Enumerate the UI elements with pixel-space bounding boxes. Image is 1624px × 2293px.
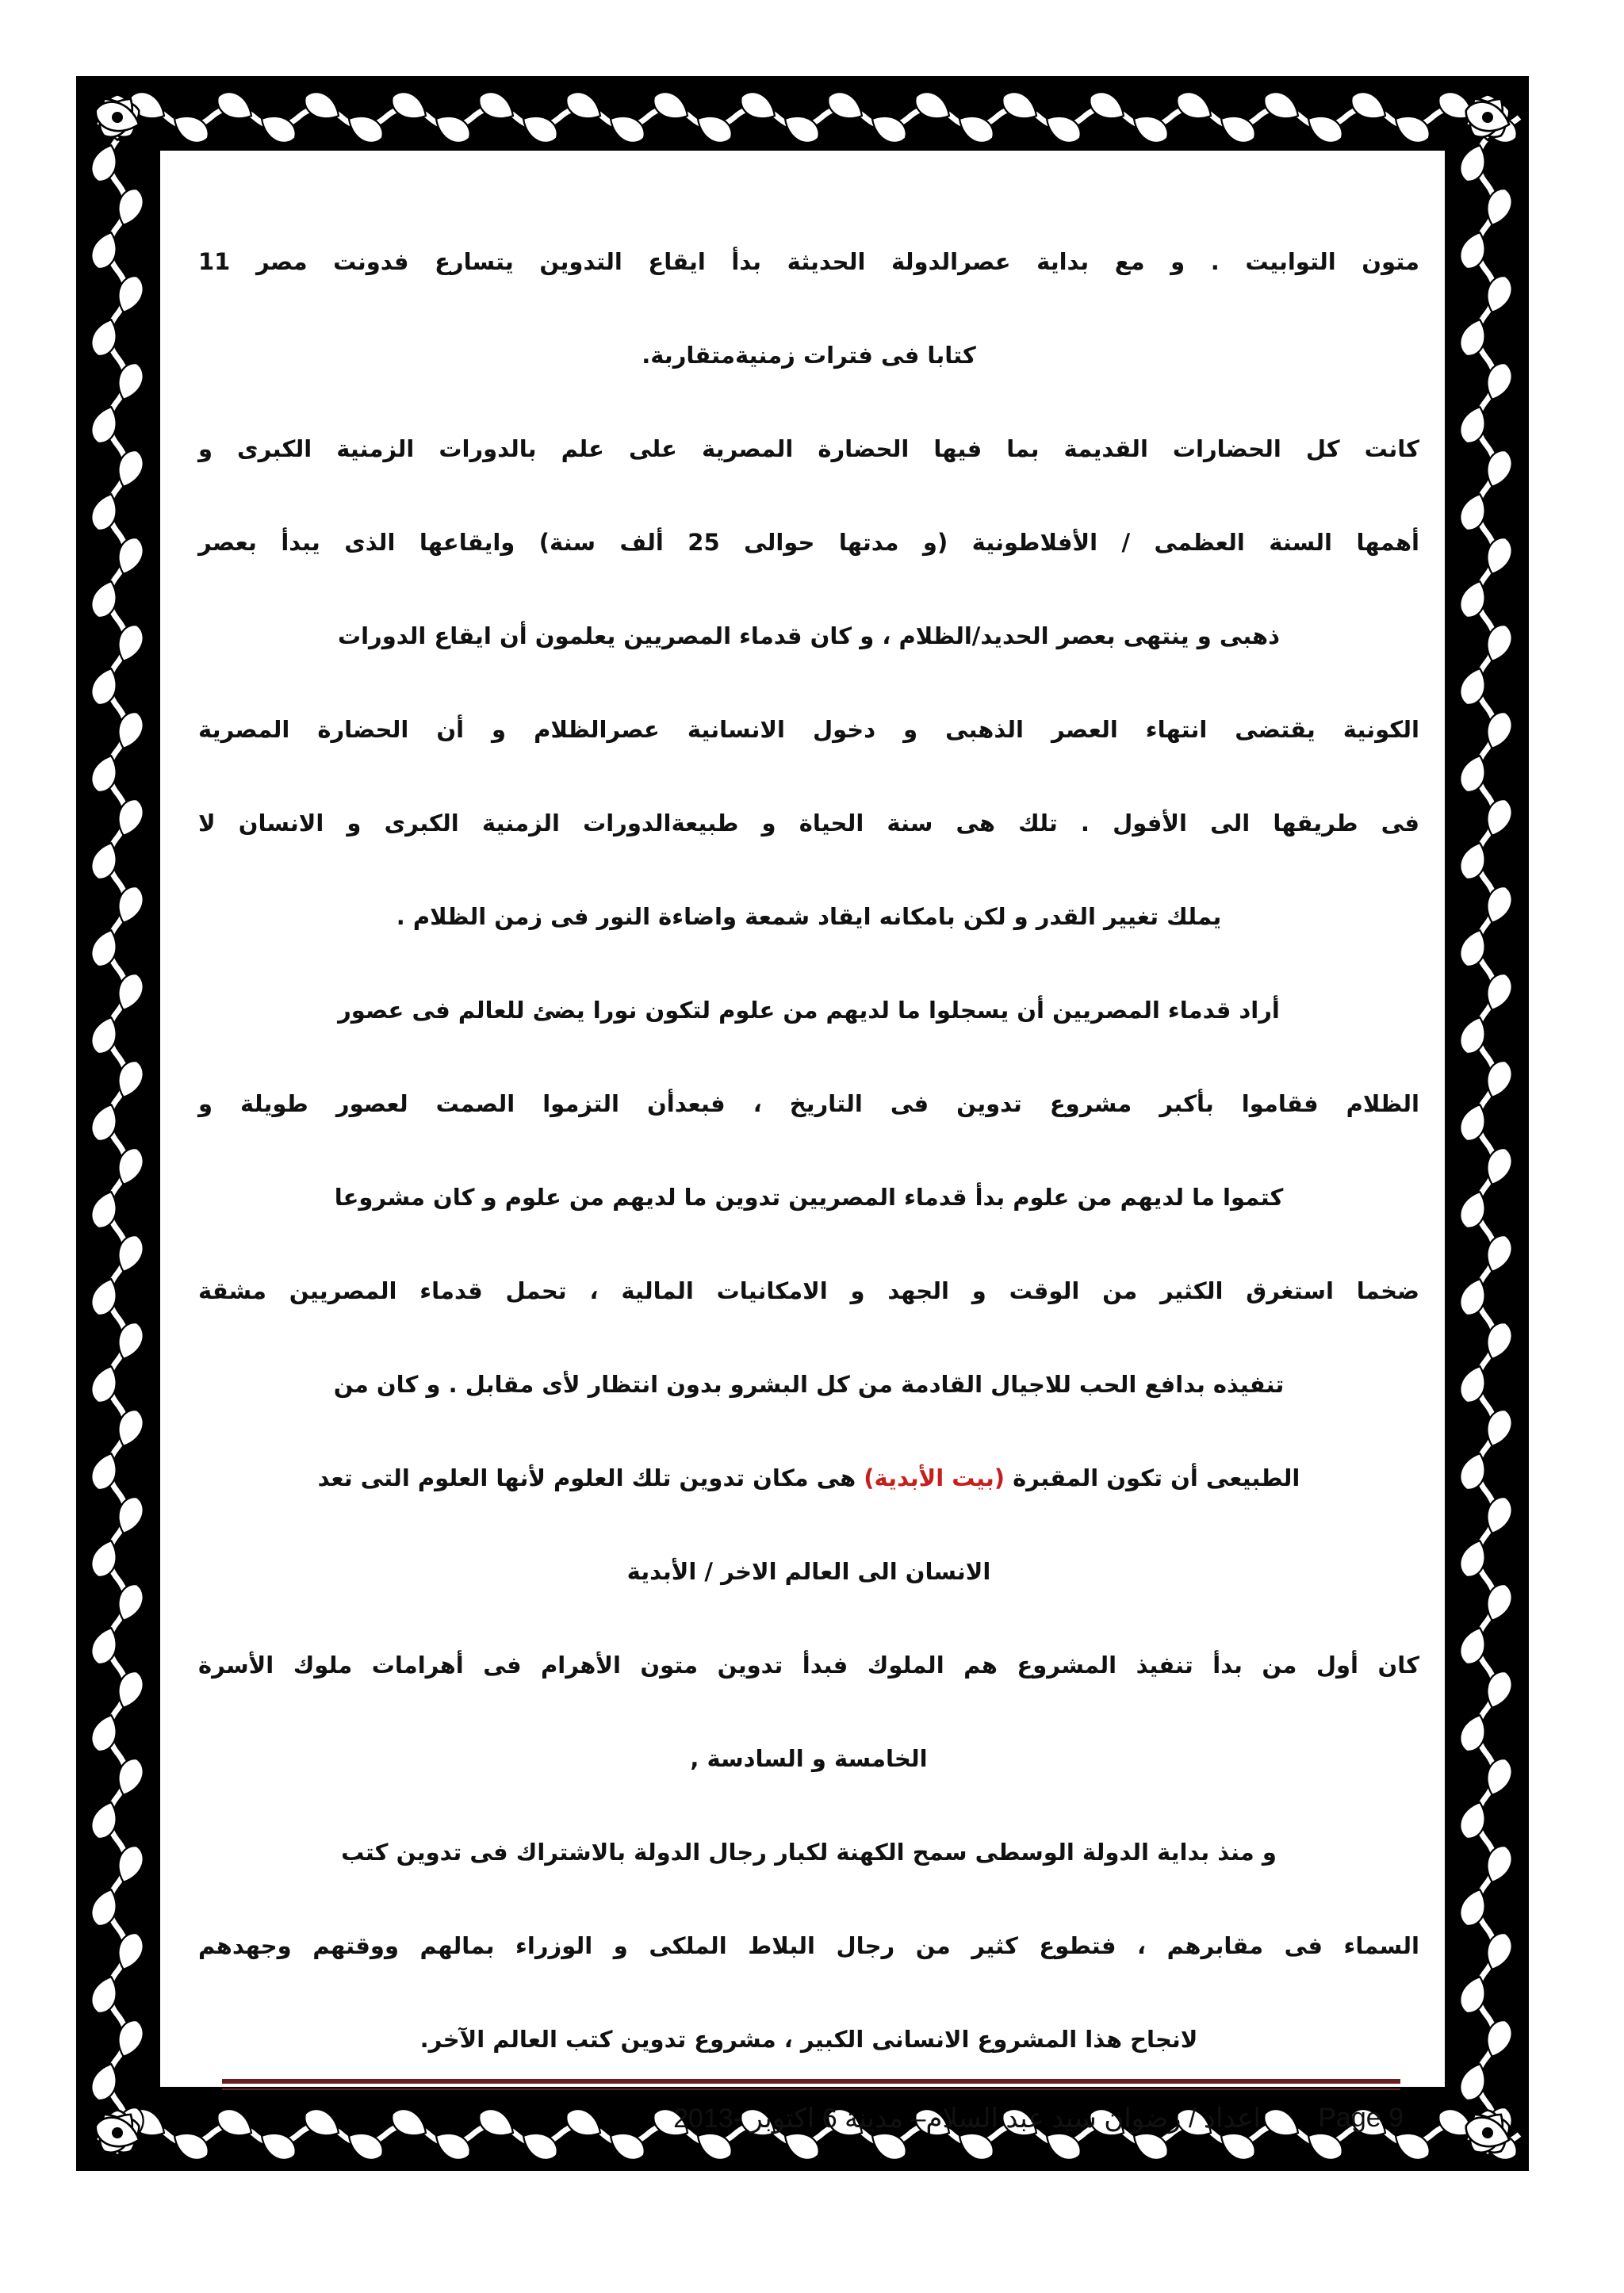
body-line: أهمها السنة العظمى / الأفلاطونية (و مدتها حوالى 25 ألف سنة) وايقاعها الذى يبدأ بعصر (198, 529, 1419, 556)
leaf-ornament (343, 2126, 389, 2165)
body-line: أراد قدماء المصريين أن يسجلوا ما لديهم من علوم لتكون نورا يضئ للعالم فى عصور (338, 997, 1280, 1024)
page-footer (579, 2100, 1404, 2147)
leaf-ornament (1259, 86, 1304, 126)
tomb-text-after: هى مكان تدوين تلك العلوم لأنها العلوم التى تعد (317, 1464, 864, 1491)
body-line: تنفيذه بدافع الحب للاجيال القادمة من كل البشرو بدون انتظار لأى مقابل . و كان من (333, 1371, 1285, 1398)
leaf-ornament (1041, 109, 1086, 148)
leaf-ornament (300, 86, 345, 126)
body-line: الانسان الى العالم الاخر / الأبدية (626, 1558, 991, 1585)
body-line: كان أول من بدأ تنفيذ المشروع هم الملوك فبدأ تدوين متون الأهرام فى أهرامات ملوك الأسرة (198, 1652, 1419, 1679)
body-line: يملك تغيير القدر و لكن بامكانه ايقاد شمعة واضاءة النور فى زمن الظلام . (396, 903, 1222, 930)
body-line: و منذ بداية الدولة الوسطى سمح الكهنة لكبار رجال الدولة بالاشتراك فى تدوين كتب (341, 1839, 1277, 1866)
leaf-ornament (867, 109, 912, 148)
vine-stem (109, 140, 126, 2146)
flower-center (112, 112, 123, 123)
leaf-ornament (387, 86, 432, 126)
leaf-ornament (561, 86, 607, 126)
body-line: لانجاح هذا المشروع الانسانى الكبير ، مشروع تدوين كتب العالم الآخر. (419, 2026, 1198, 2053)
body-line: ذهبى و ينتهى بعصر الحديد/الظلام ، و كان قدماء المصريين يعلمون أن ايقاع الدورات (337, 622, 1281, 649)
article-body (198, 222, 1419, 2093)
vine-stem (1477, 140, 1495, 2146)
leaf-ornament (169, 2126, 214, 2165)
footer-author: اعداد / رضوان سيد عبد السلام– مدينة 6 اكتوبر -2013 (673, 2104, 1261, 2134)
leaf-ornament (518, 2126, 563, 2165)
leaf-ornament (256, 109, 301, 148)
leaf-ornament (910, 86, 956, 126)
flower-center (112, 2127, 123, 2138)
body-line: كتموا ما لديهم من علوم بدأ قدماء المصريين تدوين ما لديهم من علوم و كان مشروعا (334, 1184, 1284, 1211)
leaf-ornament (1303, 109, 1348, 148)
leaf-ornament (213, 2104, 258, 2143)
tomb-text-before: الطبيعى أن تكون المقبرة (1004, 1464, 1300, 1491)
flower-center (1482, 112, 1493, 123)
body-line: ضخما استغرق الكثير من الوقت و الجهد و الامكانيات المالية ، تحمل قدماء المصريين مشقة (198, 1277, 1419, 1304)
leaf-ornament (169, 109, 214, 148)
leaf-ornament (1216, 109, 1261, 148)
body-line: كانت كل الحضارات القديمة بما فيها الحضارة المصرية على علم بالدورات الزمنية الكبرى و (198, 435, 1419, 462)
flower-center (1482, 2127, 1493, 2138)
leaf-ornament (256, 2126, 301, 2165)
leaf-ornament (1390, 109, 1435, 148)
leaf-ornament (692, 109, 737, 148)
leaf-ornament (649, 86, 694, 126)
body-line: السماء فى مقابرهم ، فتطوع كثير من رجال البلاط الملكى و الوزراء بمالهم ووقتهم وجهدهم (198, 1932, 1419, 1959)
leaf-ornament (343, 109, 389, 148)
leaf-ornament (998, 86, 1043, 126)
leaf-ornament (474, 86, 519, 126)
house-of-eternity-highlight: (بيت الأبدية) (864, 1464, 1005, 1491)
body-line: متون التوابيت . و مع بداية عصرالدولة الحديثة بدأ ايقاع التدوين يتسارع فدونت مصر 11 (198, 248, 1419, 275)
leaf-ornament (431, 2126, 476, 2165)
footer-divider-thin (222, 2088, 1400, 2090)
body-line-tomb (198, 1438, 1419, 1532)
leaf-ornament (1128, 109, 1174, 148)
leaf-ornament (300, 2104, 345, 2143)
leaf-ornament (213, 86, 258, 126)
body-line: الكونية يقتضى انتهاء العصر الذهبى و دخول الانسانية عصرالظلام و أن الحضارة المصرية (198, 716, 1419, 743)
leaf-ornament (387, 2104, 432, 2143)
leaf-ornament (605, 109, 650, 148)
footer-divider (222, 2079, 1400, 2084)
leaf-ornament (736, 86, 781, 126)
body-line: الظلام فقاموا بأكبر مشروع تدوين فى التاريخ ، فبعدأن التزموا الصمت لعصور طويلة و (198, 1090, 1419, 1117)
leaf-ornament (1346, 86, 1392, 126)
leaf-ornament (518, 109, 563, 148)
leaf-ornament (779, 109, 825, 148)
leaf-ornament (1085, 86, 1130, 126)
leaf-ornament (1172, 86, 1217, 126)
body-line: كتابا فى فترات زمنيةمتقاربة. (642, 342, 976, 369)
leaf-ornament (474, 2104, 519, 2143)
leaf-ornament (954, 109, 999, 148)
page-number: Page 9 (1318, 2103, 1404, 2133)
body-line: الخامسة و السادسة , (690, 1745, 928, 1772)
leaf-ornament (823, 86, 868, 126)
body-line: فى طريقها الى الأفول . تلك هى سنة الحياة و طبيعةالدورات الزمنية الكبرى و الانسان لا (198, 810, 1419, 836)
leaf-ornament (431, 109, 476, 148)
